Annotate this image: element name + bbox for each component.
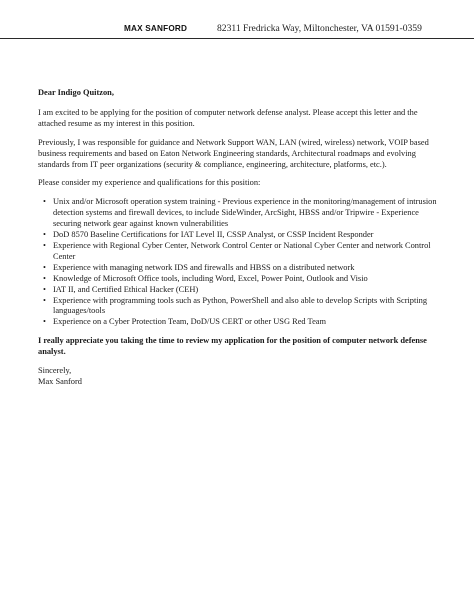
qualifications-intro: Please consider my experience and qualifications for this position:	[38, 178, 261, 188]
intro-paragraph: I am excited to be applying for the position of computer network defense analyst. Please accept this letter and the attached resume as my interest in this position.	[38, 107, 418, 128]
bullet-icon: •	[43, 240, 46, 250]
qualifications-list	[38, 197, 440, 328]
list-item-text: Experience on a Cyber Protection Team, DoD/US CERT or other USG Red Team	[53, 317, 327, 327]
list-item-text: Unix and/or Microsoft operation system training - Previous experience in the monitoring/management of intrusion detection systems and firewall devices, to include SideWinder, ArcSight, HBSS and/or Tripwire - Experience securing network gear against known vulnerabilities	[53, 197, 437, 229]
closing-statement: I really appreciate you taking the time to review my application for the position of computer network defense analyst.	[38, 336, 427, 357]
list-item	[38, 317, 440, 328]
list-item-text: Experience with managing network IDS and firewalls and HBSS on a distributed network	[53, 262, 355, 272]
bullet-icon: •	[43, 230, 46, 240]
list-item	[38, 263, 440, 274]
list-item	[38, 197, 440, 230]
list-item-text: Experience with programming tools such as Python, PowerShell and also able to develop Scripts with Scripting languages/tools	[53, 295, 428, 316]
bullet-icon: •	[43, 273, 46, 283]
bullet-icon: •	[43, 262, 46, 272]
list-item	[38, 296, 440, 318]
list-item	[38, 241, 440, 263]
signature-name: Max Sanford	[38, 376, 82, 386]
letter-body	[38, 88, 440, 388]
list-item-text: Experience with Regional Cyber Center, Network Control Center or National Cyber Center and network Control Center	[53, 240, 431, 261]
bullet-icon: •	[43, 295, 46, 305]
list-item	[38, 285, 440, 296]
list-item-text: DoD 8570 Baseline Certifications for IAT Level II, CSSP Analyst, or CSSP Incident Responder	[53, 230, 374, 240]
letterhead	[0, 22, 474, 39]
bullet-icon: •	[43, 284, 46, 294]
salutation: Dear Indigo Quitzon,	[38, 88, 114, 97]
list-item	[38, 230, 440, 241]
list-item	[38, 274, 440, 285]
signoff: Sincerely,	[38, 366, 72, 376]
experience-paragraph: Previously, I was responsible for guidance and Network Support WAN, LAN (wired, wireless) network, VOIP based business requirements and based on Eaton Network Engineering standards, Architectural roadmaps and evolving standards from IT peer organizations (security & compliance, engineering, architecture, platforms, etc.).	[38, 137, 429, 169]
bullet-icon: •	[43, 197, 46, 207]
list-item-text: Knowledge of Microsoft Office tools, including Word, Excel, Power Point, Outlook and Visio	[53, 273, 368, 283]
list-item-text: IAT II, and Certified Ethical Hacker (CEH)	[53, 284, 199, 294]
sender-address: 82311 Fredricka Way, Miltonchester, VA 01591-0359	[217, 23, 422, 34]
sender-name: MAX SANFORD	[124, 24, 188, 33]
bullet-icon: •	[43, 317, 46, 327]
